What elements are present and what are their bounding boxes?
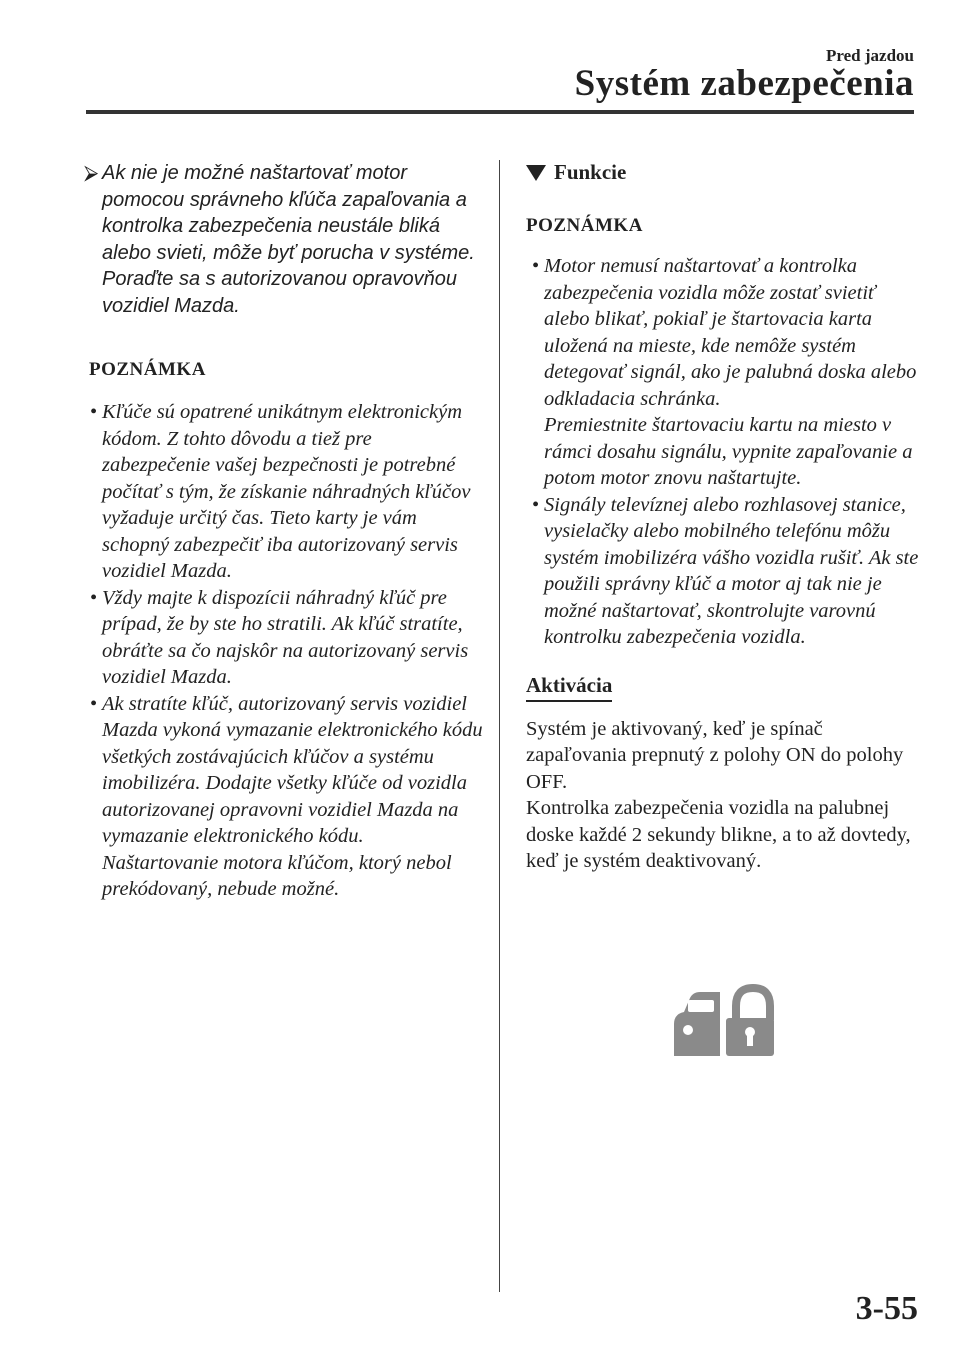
list-item <box>84 399 484 585</box>
bullet-icon: • <box>90 692 98 715</box>
bullet-icon: • <box>90 401 98 423</box>
page-number: 3-55 <box>855 1290 918 1327</box>
arrow-bullet-icon: ⮚ <box>84 162 99 184</box>
list-item-text: Naštartovanie motora kľúčom, ktorý nebol prekódovaný, nebude možné. <box>102 851 452 900</box>
note-list <box>84 399 484 903</box>
list-item <box>84 585 484 691</box>
page-title: Systém zabezpečenia <box>574 63 914 104</box>
left-column <box>84 160 484 903</box>
bullet-icon: • <box>90 586 98 609</box>
list-item <box>526 492 926 651</box>
header-rule <box>86 110 914 114</box>
column-divider <box>499 160 500 1292</box>
bullet-icon: • <box>532 255 540 277</box>
subsection-title: Aktivácia <box>526 673 612 702</box>
warning-text: Ak nie je možné naštartovať motor pomocou správneho kľúča zapaľovania a kontrolka zabezpečenia neustále bliká alebo svieti, môže byť porucha v systéme. Poraďte sa s autorizovanou opravovňou vozidiel Mazda. <box>102 162 475 317</box>
body-paragraph: Systém je aktivovaný, keď je spínač zapaľovania prepnutý z polohy ON do polohy OFF. <box>526 717 904 793</box>
body-paragraph: Kontrolka zabezpečenia vozidla na palubnej doske každé 2 sekundy blikne, a to až dovtedy, keď je systém deaktivovaný. <box>526 797 911 872</box>
list-item <box>84 691 484 903</box>
list-item-text: Ak stratíte kľúč, autorizovaný servis vozidiel Mazda vykoná vymazanie elektronického kódu všetkých zostávajúcich kľúčov a systému imobilizéra. Dodajte všetky kľúče od vozidla autorizovanej opravovni vozidiel Mazda na vymazanie elektronického kódu. <box>102 692 483 847</box>
bullet-icon: • <box>532 493 540 516</box>
list-item-text: Kľúče sú opatrené unikátnym elektronickým kódom. Z tohto dôvodu a tiež pre zabezpečenie vašej bezpečnosti je potrebné počítať s tým, že získanie náhradných kľúčov vyžaduje určitý čas. Tieto karty je vám schopný zabezpečiť iba autorizovaný servis vozidiel Mazda. <box>102 401 471 582</box>
list-item-text: Vždy majte k dispozícii náhradný kľúč pre prípad, že by ste ho stratili. Ak kľúč stratíte, obráťte sa čo najskôr na autorizovaný servis vozidiel Mazda. <box>102 586 469 688</box>
note-label: POZNÁMKA <box>526 215 643 236</box>
warning-block <box>84 160 484 319</box>
section-title: Funkcie <box>554 160 627 184</box>
security-indicator-icon <box>668 980 778 1065</box>
list-item <box>526 253 926 492</box>
section-heading <box>526 160 926 185</box>
note-label: POZNÁMKA <box>89 359 206 380</box>
note-list <box>526 253 926 651</box>
triangle-marker-icon <box>526 165 546 181</box>
list-item-text: Signály televíznej alebo rozhlasovej stanice, vysielačky alebo mobilného telefónu môžu systém imobilizéra vášho vozidla rušiť. Ak ste použili správny kľúč a motor aj tak nie je možné naštartovať, skontrolujte varovnú kontrolku zabezpečenia vozidla. <box>544 493 919 648</box>
list-item-text: Motor nemusí naštartovať a kontrolka zabezpečenia vozidla môže zostať svietiť alebo blikať, pokiaľ je štartovacia karta uložená na mieste, kde nemôže systém detegovať signál, ako je palubná doska alebo odkladacia schránka. <box>544 255 917 410</box>
list-item-text: Premiestnite štartovaciu kartu na miesto v rámci dosahu signálu, vypnite zapaľovanie a potom motor znovu naštartujte. <box>544 414 913 489</box>
chapter-label: Pred jazdou <box>826 46 914 65</box>
right-column <box>526 160 926 875</box>
